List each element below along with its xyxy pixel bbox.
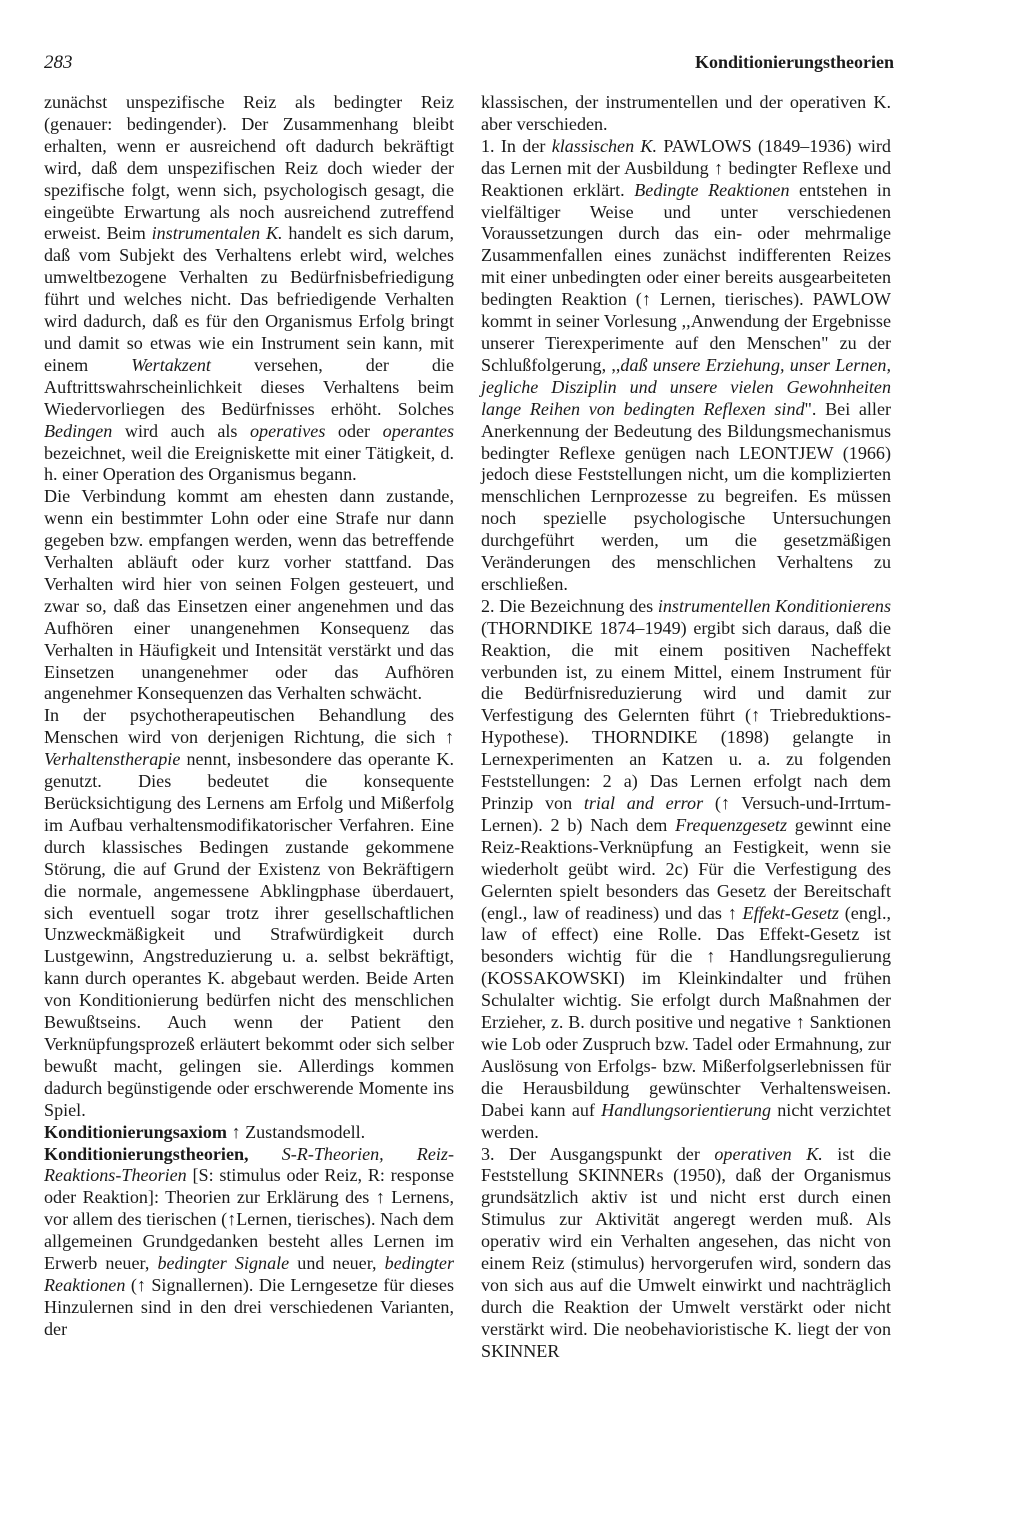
italic-run: Bedingen: [44, 420, 113, 441]
text-run: 2. Die Bezeichnung des: [481, 595, 658, 616]
text-run: In der psychotherapeutischen Behandlung des Menschen wird von derjenigen Richtung, die sich ↑: [44, 705, 454, 748]
text-run: 3. Der Ausgangspunkt der: [481, 1143, 715, 1164]
text-run: zunächst unspezifische Reiz als bedingter Reiz (genauer: bedingender). Der Zusammenhang bleibt erhalten, wenn er ausreichend oft dadurch bekräftigt wird, daß dem unspezifischen Reiz doch wieder der spezifische folgt, wenn sich, psychologisch gesagt, die eingeübte Erwartung als noch ausreichend zutreffend erweist. Beim: [44, 92, 454, 244]
italic-run: Bedingte Reaktionen: [634, 179, 790, 200]
text-run: Die Verbindung kommt am ehesten dann zustande, wenn ein bestimmter Lohn oder eine Strafe nur dann gegeben bzw. empfangen werden, wenn das betreffende Verhalten abläuft oder kurz vorher stattfand. Das Verhalten wird hier von seinen Folgen gesteuert, und zwar so, daß das Einsetzen einer angenehmen und das Aufhören einer unangenehmen Konsequenz das Verhalten in Häufigkeit und Intensität verstärkt und das Einsetzen unangenehmer oder das Aufhören angenehmer Konsequenzen das Verhalten schwächt.: [44, 486, 454, 704]
text-run: (THORNDIKE 1874–1949) ergibt sich daraus, daß die Reaktion, die mit einem positiven Nacheffekt verbunden ist, zu einem Mittel, einem Instrument für die Bedürfnisreduzierung wird und damit zur Verfestigung des Gelernten führt (↑ Triebreduktions-Hypothese). THORNDIKE (1898) gelangte in Lernexperimenten an Katzen u. a. zu folgenden Feststellungen: 2 a) Das Lernen erfolgt nach dem Prinzip von: [481, 617, 891, 813]
page-header: [44, 52, 894, 82]
text-run: oder: [325, 420, 383, 441]
text-run: ↑ Zustandsmodell.: [226, 1121, 366, 1142]
text-run: ". Bei aller Anerkennung der Bedeutung des Bildungsmechanismus bedingter Reflexe genügen nach LEONTJEW (1966) jedoch diese Feststellungen nicht, um die komplizierten menschlichen Lernprozesse zu begreifen. Es müssen noch spezielle psychologische Untersuchungen durchgeführt werden, um die gesetzmäßigen Veränderungen des menschlichen Verhaltens zu erschließen.: [481, 398, 891, 594]
italic-run: klassischen K.: [551, 135, 658, 156]
italic-run: Wertakzent: [131, 354, 211, 375]
paragraph: [481, 92, 891, 136]
entry-konditionierungsaxiom: [44, 1122, 454, 1144]
text-run: entstehen in vielfältiger Weise und unter verschiedenen Voraussetzungen durch das ein- oder mehrmalige Zusammenfallen eines zunächst indifferenten Reizes mit einer unbedingten oder einer bereits ausgearbeiteten bedingten Reaktion (↑ Lernen, tierisches). PAWLOW kommt in seiner Vorlesung ,,Anwendung der Ergebnisse unserer Tierexperimente auf den Menschen" zu der Schlußfolgerung, ,,: [481, 179, 891, 375]
text-run: wird auch als: [112, 420, 250, 441]
italic-run: operatives: [250, 420, 326, 441]
paragraph-classical: [481, 136, 891, 596]
paragraph-operative: [481, 1144, 891, 1363]
text-run: (engl., law of effect) eine Rolle. Das Effekt-Gesetz ist besonders wichtig für die ↑ Handlungsregulierung (KOSSAKOWSKI) im Kleinkindalter und frühen Schulalter wichtig. Sie erfolgt durch Maßnahmen der Erzieher, z. B. durch positive und negative ↑ Sanktionen wie Lob oder Zuspruch bzw. Tadel oder Ermahnung, zur Auslösung von Erfolgs- bzw. Mißerfolgserlebnissen für die Herausbildung gewünschter Verhaltensweisen. Dabei kann auf: [481, 902, 891, 1120]
italic-run: S-R-Theorien, Reiz-Reaktions-Theorien: [44, 1143, 454, 1186]
italic-run: operativen K.: [714, 1143, 823, 1164]
text-run: [S: stimulus oder Reiz, R: response oder Reaktion]: Theorien zur Erklärung des ↑ Lernens, vor allem des tierischen (↑Lernen, tierisches). Nach dem allgemeinen Grundgedanken besteht alles Lernen im Erwerb neuer,: [44, 1165, 454, 1274]
italic-run: trial and error: [583, 793, 704, 813]
right-column: [481, 92, 891, 1363]
paragraph: [44, 92, 454, 486]
left-column: [44, 92, 454, 1341]
text-run: [249, 1144, 282, 1164]
text-run: gewinnt eine Reiz-Reaktions-Verknüpfung an Festigkeit, wenn sie wiederholt geübt wird. 2c) Für die Verfestigung des Gelernten spielt besonders das Gesetz der Bereitschaft (engl., law of readiness) und das ↑: [481, 814, 891, 923]
entry-konditionierungstheorien: [44, 1144, 454, 1341]
text-run: handelt es sich darum, daß vom Subjekt des Verhaltens erlebt wird, welches umweltbezogene Verhalten zu Bedürfnisbefriedigung führt und welches nicht. Das befriedigende Verhalten wird dadurch, daß es für den Organismus Erfolg bringt und damit so etwas wie ein Instrument sein kann, mit einem: [44, 223, 454, 375]
text-run: nennt, insbesondere das operante K. genutzt. Dies bedeutet die konsequente Berücksichtigung des Lernens am Erfolg und Mißerfolg im Aufbau verhaltensmodifikatorischer Verfahren. Eine durch klassisches Bedingen zustande gekommene Störung, die auf Grund der Existenz von Bekräftigern die normale, angemessene Abklingphase überdauert, sich eventuell sogar trotz ihrer gesellschaftlichen Unzweckmäßigkeit und Strafwürdigkeit durch Lustgewinn, Angstreduzierung u. a. selbst bekräftigt, kann durch operantes K. abgebaut werden. Beide Arten von Konditionierung bedürfen nicht des menschlichen Bewußtseins. Auch wenn der Patient den Verknüpfungsprozeß erläutert bekommt oder sich selber bewußt macht, gelingen sie. Allerdings kommen dadurch begünstigende oder erschwerende Momente ins Spiel.: [44, 749, 454, 1120]
text-run: bezeichnet, weil die Ereigniskette mit einer Tätigkeit, d. h. einer Operation des Organismus begann.: [44, 442, 454, 485]
italic-run: Handlungsorientierung: [601, 1099, 772, 1120]
page-number: 283: [44, 52, 73, 73]
italic-run: instrumentellen Konditionierens: [657, 595, 891, 616]
paragraph-instrumental: [481, 596, 891, 1144]
text-run: (↑ Signallernen). Die Lerngesetze für dieses Hinzulernen sind in den drei verschiedenen Varianten, der: [44, 1274, 454, 1339]
paragraph: [44, 486, 454, 705]
italic-run: bedingter Reaktionen: [44, 1253, 454, 1295]
italic-run: daß unsere Erziehung, unser Lernen, jegliche Disziplin und unsere vielen Gewohnheiten lange Reihen von bedingten Reflexen sind: [481, 354, 891, 419]
text-run: ist die Feststellung SKINNERs (1950), daß der Organismus grundsätzlich aktiv ist und nicht erst durch einen Stimulus zur Aktivität angeregt werden muß. Als operativ wird ein Verhalten angesehen, das nicht von einem Reiz (stimulus) hervorgerufen wird, sondern das von sich aus auf die Umwelt einwirkt und nachträglich durch die Reaktion der Umwelt verstärkt oder nicht verstärkt wird. Die neobehavioristische K. liegt der von SKINNER: [481, 1143, 891, 1361]
italic-run: Frequenzgesetz: [675, 814, 787, 835]
italic-run: instrumentalen K.: [151, 223, 283, 244]
text-run: klassischen, der instrumentellen und der operativen K. aber verschieden.: [481, 92, 891, 134]
text-run: und neuer,: [289, 1253, 385, 1274]
italic-run: bedingter Signale: [157, 1253, 290, 1274]
italic-run: Verhaltenstherapie: [44, 749, 181, 770]
text-run: 1. In der: [481, 135, 552, 156]
italic-run: Effekt-Gesetz: [742, 902, 839, 923]
paragraph: [44, 705, 454, 1121]
text-run: versehen, der die Auftrittswahrscheinlichkeit dieses Verhaltens beim Wiedervorliegen des Bedürfnisses erhöht. Solches: [44, 354, 454, 419]
text-run: PAWLOWS (1849–1936) wird das Lernen mit der Ausbildung ↑ bedingter Reflexe und Reaktionen erklärt.: [481, 135, 891, 200]
italic-run: operantes: [382, 420, 454, 441]
text-run: (↑ Versuch-und-Irrtum-Lernen). 2 b) Nach dem: [481, 793, 891, 835]
text-run: nicht verzichtet werden.: [481, 1099, 891, 1142]
bold-run: Konditionierungsaxiom: [44, 1121, 227, 1142]
bold-run: Konditionierungstheorien,: [44, 1143, 249, 1164]
running-head: Konditionierungstheorien: [694, 52, 894, 72]
